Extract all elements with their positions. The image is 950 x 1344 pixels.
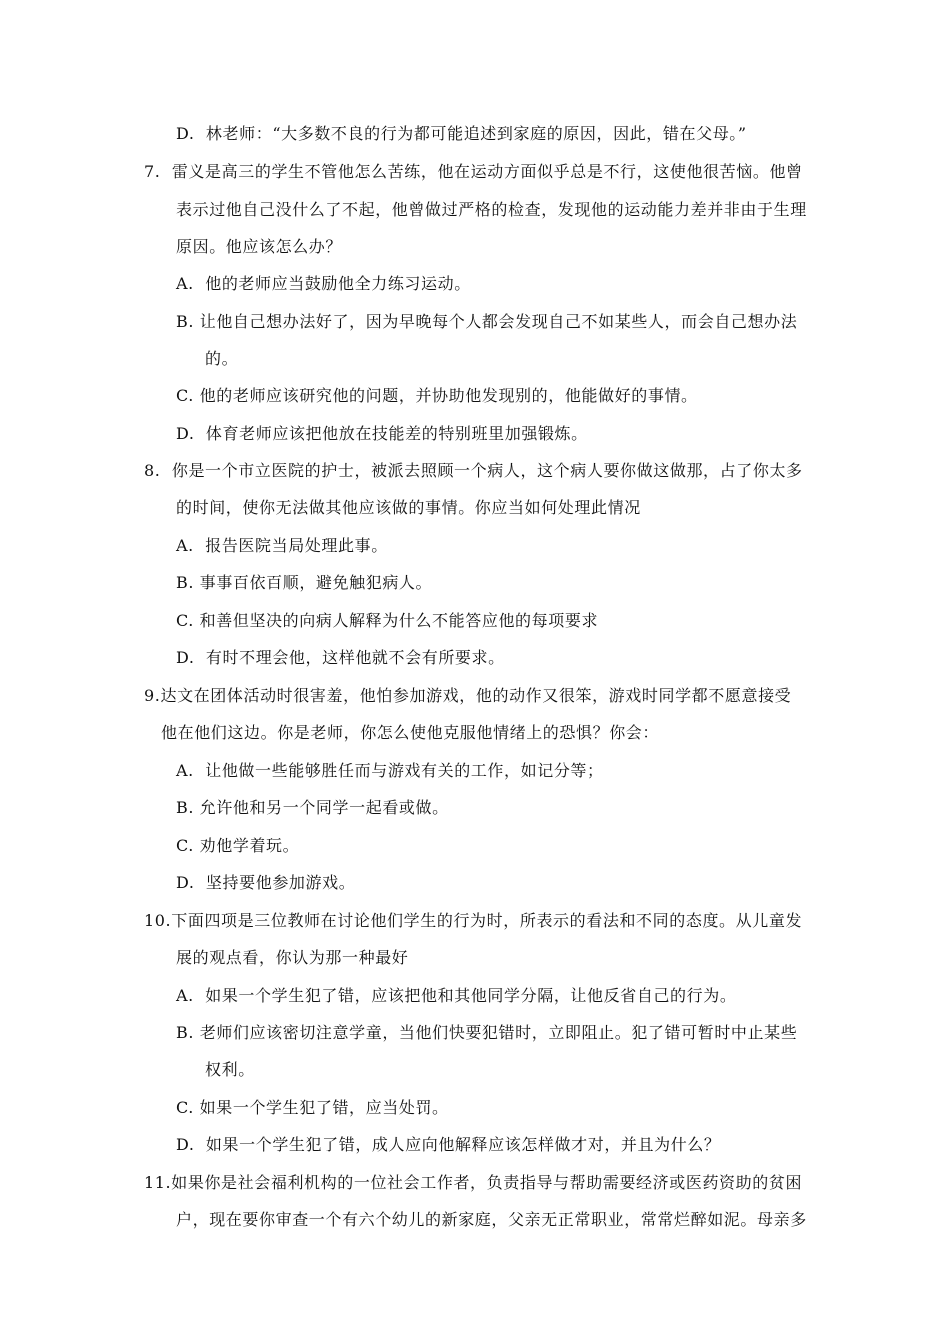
option-label: A. [176, 536, 194, 555]
option-b-continuation: 权利。 [205, 1060, 255, 1079]
question-number: 7. [144, 162, 161, 181]
question-9-line-2: 他在他们这边。你是老师，你怎么使他克服他情绪上的恐惧？你会： [161, 723, 660, 742]
option-text: 事事百依百顺，避免触犯病人。 [199, 573, 433, 592]
question-text: 你是一个市立医院的护士，被派去照顾一个病人，这个病人要你做这做那，占了你太多 [171, 461, 803, 480]
option-text: 如果一个学生犯了错，成人应向他解释应该怎样做才对，并且为什么？ [205, 1135, 721, 1154]
option-label: C. [176, 386, 194, 405]
question-10-line-2: 展的观点看，你认为那一种最好 [176, 948, 409, 967]
question-number: 8. [144, 461, 161, 480]
question-number: 11. [144, 1173, 172, 1192]
option-label: C. [176, 1098, 194, 1117]
option-text: 坚持要他参加游戏。 [205, 873, 356, 892]
question-8-line-2: 的时间，使你无法做其他应该做的事情。你应当如何处理此情况 [176, 498, 641, 517]
question-8-line-1 [144, 461, 803, 481]
option-b-continuation: 的。 [205, 349, 239, 368]
option-text: 和善但坚决的向病人解释为什么不能答应他的每项要求 [199, 611, 599, 630]
question-text: 下面四项是三位教师在讨论他们学生的行为时，所表示的看法和不同的态度。从儿童发 [171, 911, 803, 930]
option-text: 让他自己想办法好了，因为早晚每个人都会发现自己不如某些人，而会自己想办法 [199, 312, 798, 331]
option-label: B. [176, 798, 195, 817]
option-c [176, 386, 698, 406]
option-label: C. [176, 611, 194, 630]
question-9-line-1 [144, 686, 791, 706]
option-label: B. [176, 573, 195, 592]
question-number: 9. [144, 686, 161, 705]
question-7-line-2: 表示过他自己没什么了不起，他曾做过严格的检查，发现他的运动能力差并非由于生理 [176, 200, 807, 219]
option-a [176, 536, 388, 556]
option-a [176, 274, 471, 294]
question-11-line-1 [144, 1173, 802, 1193]
option-text: 有时不理会他，这样他就不会有所要求。 [205, 648, 505, 667]
question-text: 达文在团体活动时很害羞，他怕参加游戏，他的动作又很笨，游戏时同学都不愿意接受 [160, 686, 792, 705]
option-text: 劝他学着玩。 [199, 836, 300, 855]
option-b [176, 573, 432, 593]
option-label: D. [176, 1135, 195, 1154]
question-text: 雷义是高三的学生不管他怎么苦练，他在运动方面似乎总是不行，这使他很苦恼。他曾 [171, 162, 803, 181]
option-c [176, 836, 299, 856]
option-b [176, 1023, 797, 1043]
option-text: 如果一个学生犯了错，应当处罚。 [199, 1098, 449, 1117]
question-11-line-2: 户，现在要你审查一个有六个幼儿的新家庭，父亲无正常职业，常常烂醉如泥。母亲多 [176, 1210, 807, 1229]
option-text: 让他做一些能够胜任而与游戏有关的工作，如记分等； [205, 761, 604, 780]
option-label: D. [176, 873, 195, 892]
option-text: 他的老师应当鼓励他全力练习运动。 [205, 274, 471, 293]
option-label: B. [176, 1023, 195, 1042]
question-7-line-3: 原因。他应该怎么办？ [176, 237, 343, 256]
option-line [176, 124, 747, 144]
option-a [176, 986, 736, 1006]
option-d [176, 648, 505, 668]
question-text: 如果你是社会福利机构的一位社会工作者，负责指导与帮助需要经济或医药资助的贫困 [171, 1173, 803, 1192]
option-c [176, 611, 598, 631]
option-label: A. [176, 274, 194, 293]
option-text: 体育老师应该把他放在技能差的特别班里加强锻炼。 [205, 424, 588, 443]
option-label: C. [176, 836, 194, 855]
question-10-line-1 [144, 911, 802, 931]
option-label: D. [176, 424, 195, 443]
option-text: 报告医院当局处理此事。 [205, 536, 388, 555]
question-number: 10. [144, 911, 172, 930]
option-text: 林老师：“大多数不良的行为都可能追述到家庭的原因，因此，错在父母。” [205, 124, 747, 143]
option-label: D. [176, 648, 195, 667]
option-label: A. [176, 761, 194, 780]
option-label: B. [176, 312, 195, 331]
option-b [176, 312, 797, 332]
option-c [176, 1098, 449, 1118]
option-label: A. [176, 986, 194, 1005]
option-text: 老师们应该密切注意学童，当他们快要犯错时，立即阻止。犯了错可暂时中止某些 [199, 1023, 798, 1042]
option-d [176, 873, 355, 893]
option-text: 允许他和另一个同学一起看或做。 [199, 798, 449, 817]
option-b [176, 798, 449, 818]
question-7-line-1 [144, 162, 803, 182]
option-a [176, 761, 604, 781]
option-text: 如果一个学生犯了错，应该把他和其他同学分隔，让他反省自己的行为。 [205, 986, 737, 1005]
option-text: 他的老师应该研究他的问题，并协助他发现别的，他能做好的事情。 [199, 386, 698, 405]
option-label: D. [176, 124, 195, 143]
option-d [176, 424, 588, 444]
option-d [176, 1135, 721, 1155]
